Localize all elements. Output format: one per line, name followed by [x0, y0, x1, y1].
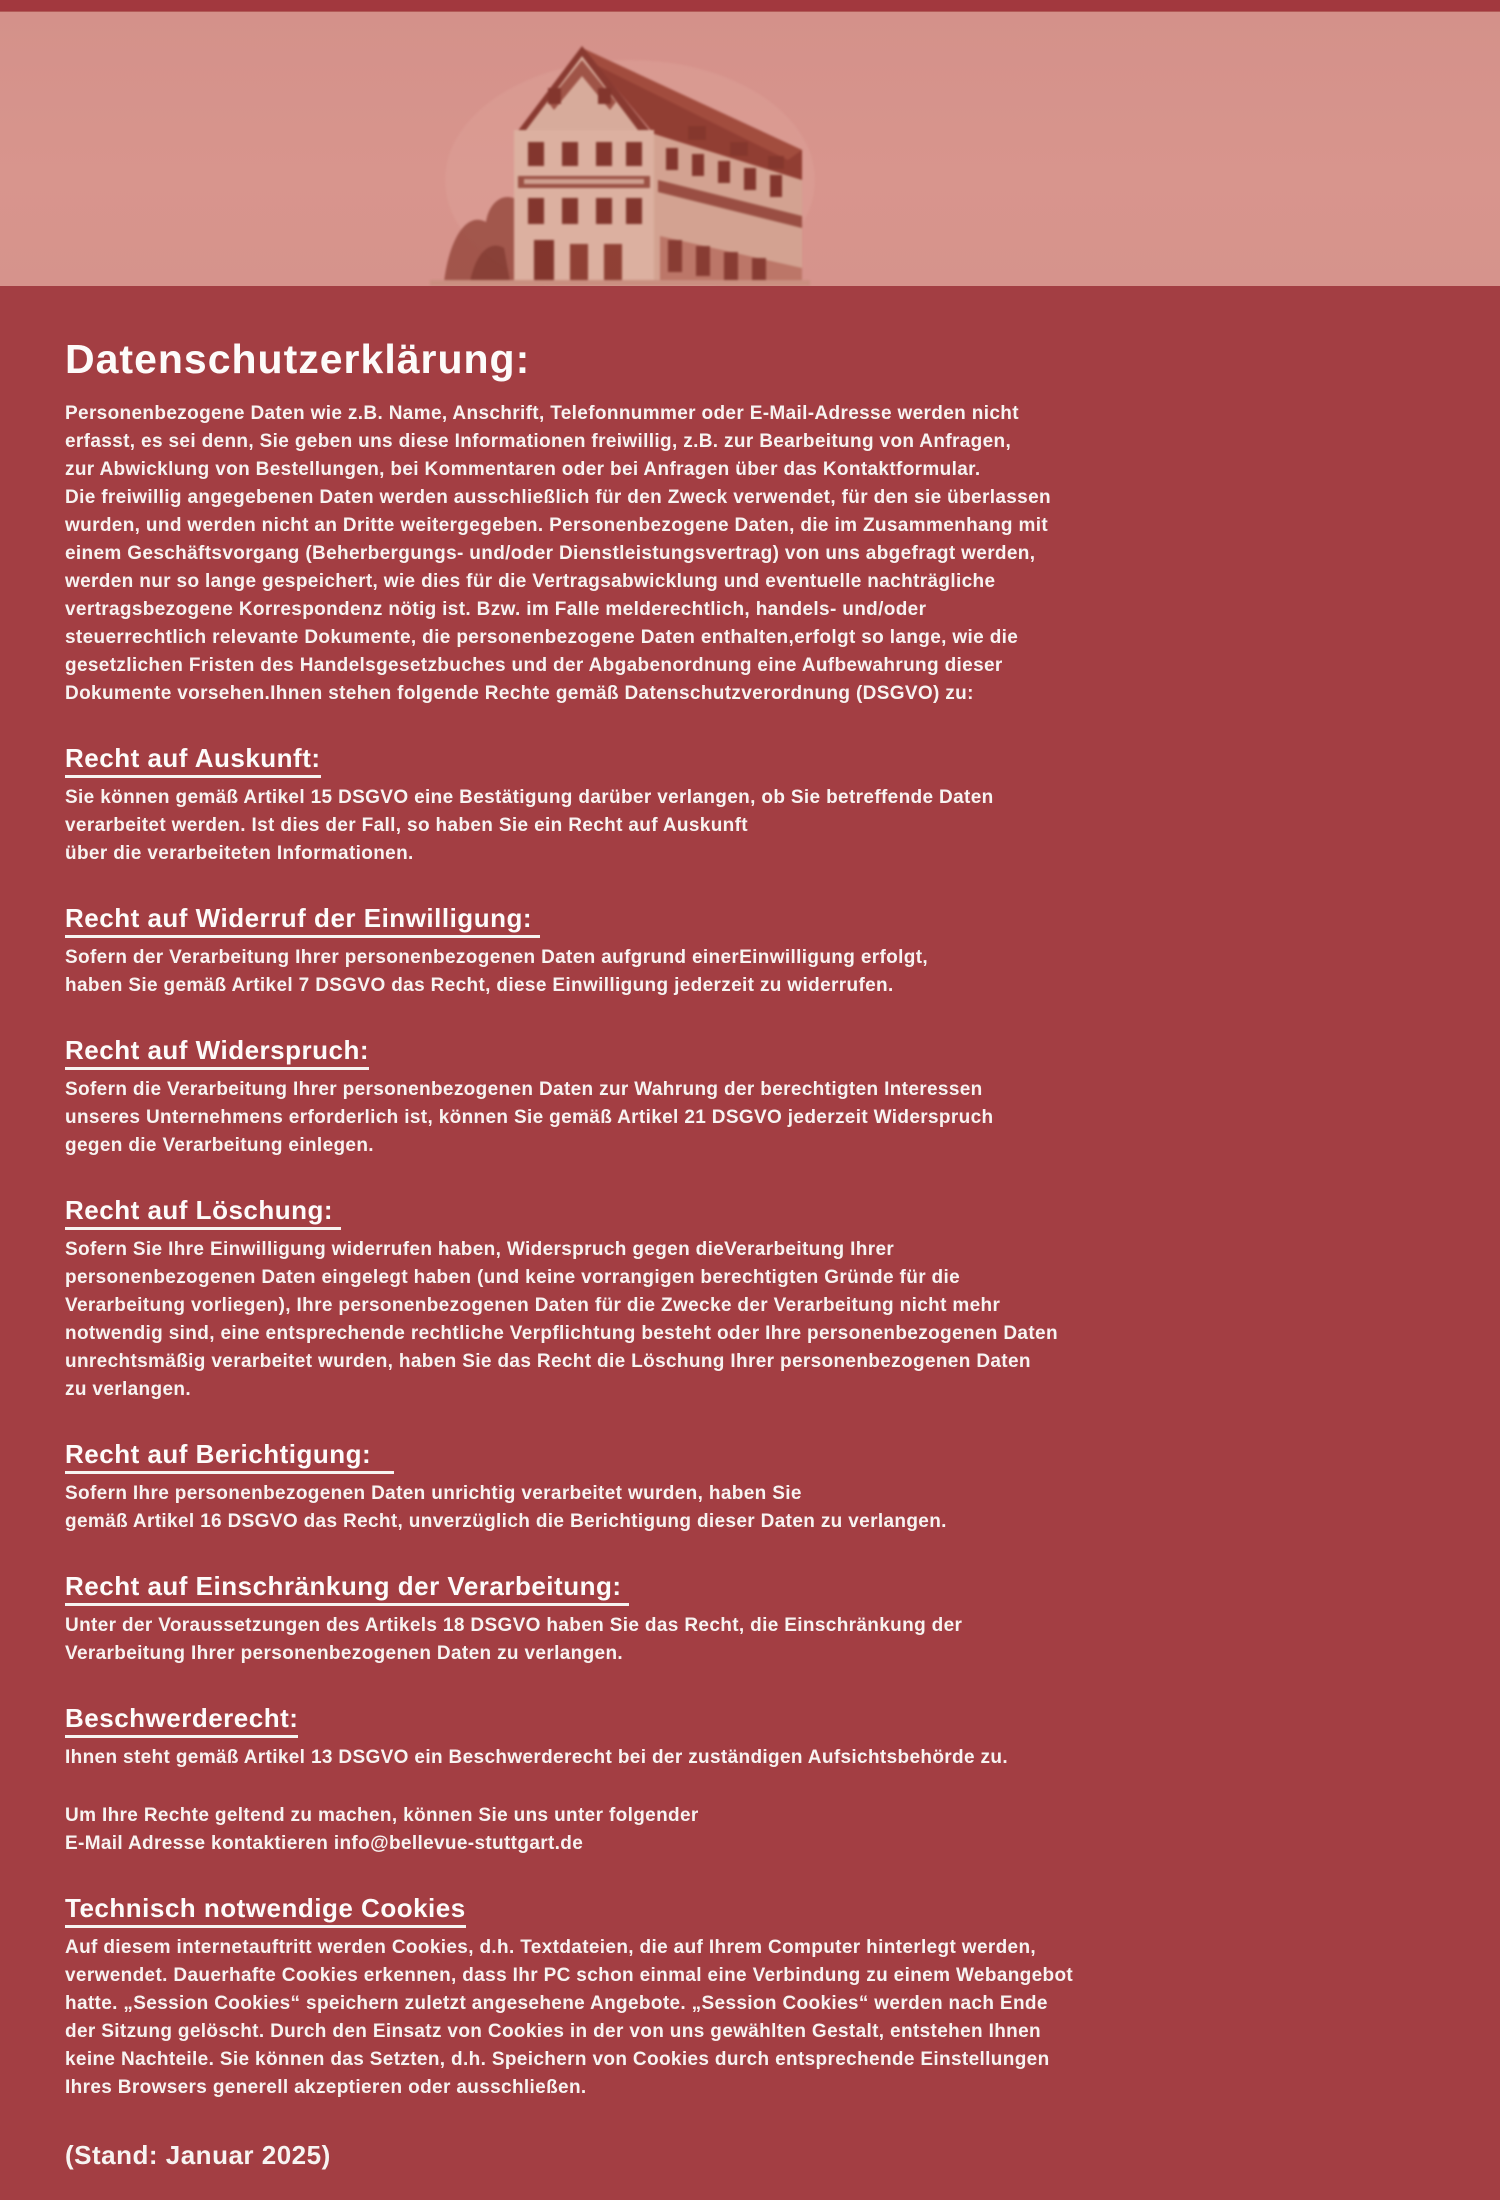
- section-heading-text: Recht auf Löschung:: [65, 1196, 341, 1230]
- section-recht-auf-loeschung: [65, 1196, 1430, 1404]
- section-body: Ihnen steht gemäß Artikel 13 DSGVO ein Beschwerderecht bei der zuständigen Aufsichtsbehörde zu.: [65, 1747, 1008, 1768]
- section-heading-text: Recht auf Berichtigung:: [65, 1440, 394, 1474]
- section-recht-auf-widerruf: [65, 904, 1430, 1000]
- section-body: Unter der Voraussetzungen des Artikels 18 DSGVO haben Sie das Recht, die Einschränkung der Verarbeitung Ihrer personenbezogenen Daten zu verlangen.: [65, 1615, 963, 1664]
- section-body: Sofern der Verarbeitung Ihrer personenbezogenen Daten aufgrund einerEinwilligung erfolgt, haben Sie gemäß Artikel 7 DSGVO das Recht, diese Einwilligung jederzeit zu widerrufen.: [65, 947, 929, 996]
- top-accent-bar: [0, 0, 1500, 12]
- section-body: Sofern Ihre personenbezogenen Daten unrichtig verarbeitet wurden, haben Sie gemäß Artikel 16 DSGVO das Recht, unverzüglich die Berichtigung dieser Daten zu verlangen.: [65, 1483, 947, 1532]
- section-recht-auf-berichtigung: [65, 1440, 1430, 1536]
- building-illustration: [430, 30, 810, 286]
- page-title: Datenschutzerklärung:: [65, 336, 531, 382]
- section-heading-text: Recht auf Einschränkung der Verarbeitung:: [65, 1572, 629, 1606]
- section-heading-text: Recht auf Widerspruch:: [65, 1036, 369, 1070]
- section-technisch-notwendige-cookies: [65, 1894, 1430, 2102]
- privacy-policy-content: [0, 286, 1500, 2200]
- section-recht-auf-auskunft: [65, 744, 1430, 868]
- section-heading: [65, 1704, 1430, 1738]
- section-heading: [65, 744, 1430, 778]
- section-heading: [65, 1572, 1430, 1606]
- section-body: Auf diesem internetauftritt werden Cookies, d.h. Textdateien, die auf Ihrem Computer hinterlegt werden, verwendet. Dauerhafte Cookies erkennen, dass Ihr PC schon einmal eine Verbindung zu einem Webangebot hatte. „Session Cookies“ speichern zuletzt angesehene Angebote. „Session Cookies“ werden nach Ende der Sitzung gelöscht. Durch den Einsatz von Cookies in der von uns gewählten Gestalt, entstehen Ihnen keine Nachteile. Sie können das Setzten, d.h. Speichern von Cookies durch entsprechende Einstellungen Ihres Browsers generell akzeptieren oder ausschließen.: [65, 1937, 1074, 2098]
- section-recht-auf-widerspruch: [65, 1036, 1430, 1160]
- section-beschwerderecht: [65, 1704, 1430, 1772]
- section-heading: [65, 1196, 1430, 1230]
- intro-paragraph: Personenbezogene Daten wie z.B. Name, Anschrift, Telefonnummer oder E-Mail-Adresse werden nicht erfasst, es sei denn, Sie geben uns diese Informationen freiwillig, z.B. zur Bearbeitung von Anfragen, zur Abwicklung von Bestellungen, bei Kommentaren oder bei Anfragen über das Kontaktformular. Die freiwillig angegebenen Daten werden ausschließlich für den Zweck verwendet, für den sie überlassen wurden, und werden nicht an Dritte weitergegeben. Personenbezogene Daten, die im Zusammenhang mit einem Geschäftsvorgang (Beherbergungs- und/oder Dienstleistungsvertrag) von uns abgefragt werden, werden nur so lange gespeichert, wie dies für die Vertragsabwicklung und eventuelle nachträgliche vertragsbezogene Korrespondenz nötig ist. Bzw. im Falle melderechtlich, handels- und/oder steuerrechtlich relevante Dokumente, die personenbezogene Daten enthalten,erfolgt so lange, wie die gesetzlichen Fristen des Handelsgesetzbuches und der Abgabenordnung eine Aufbewahrung dieser Dokumente vorsehen.Ihnen stehen folgende Rechte gemäß Datenschutzverordnung (DSGVO) zu:: [65, 403, 1051, 704]
- contact-paragraph: Um Ihre Rechte geltend zu machen, können Sie uns unter folgender E-Mail Adresse kontaktieren info@bellevue-stuttgart.de: [65, 1805, 699, 1854]
- page-header: [0, 12, 1500, 286]
- section-heading-text: Beschwerderecht:: [65, 1704, 298, 1738]
- section-body: Sofern die Verarbeitung Ihrer personenbezogenen Daten zur Wahrung der berechtigten Interessen unseres Unternehmens erforderlich ist, können Sie gemäß Artikel 21 DSGVO jederzeit Widerspruch gegen die Verarbeitung einlegen.: [65, 1079, 994, 1156]
- section-body: Sofern Sie Ihre Einwilligung widerrufen haben, Widerspruch gegen dieVerarbeitung Ihrer personenbezogenen Daten eingelegt haben (und keine vorrangigen berechtigten Gründe für die Verarbeitung vorliegen), Ihre personenbezogenen Daten für die Zwecke der Verarbeitung nicht mehr notwendig sind, eine entsprechende rechtliche Verpflichtung besteht oder Ihre personenbezogenen Daten unrechtsmäßig verarbeitet wurden, haben Sie das Recht die Löschung Ihrer personenbezogenen Daten zu verlangen.: [65, 1239, 1058, 1400]
- historic-building-image: [430, 30, 810, 286]
- footer-stand-date: (Stand: Januar 2025): [65, 2140, 331, 2170]
- section-heading-text: Technisch notwendige Cookies: [65, 1894, 466, 1928]
- section-heading: [65, 904, 1430, 938]
- section-heading: [65, 1894, 1430, 1928]
- section-heading: [65, 1036, 1430, 1070]
- section-heading: [65, 1440, 1430, 1474]
- section-heading-text: Recht auf Widerruf der Einwilligung:: [65, 904, 540, 938]
- section-body: Sie können gemäß Artikel 15 DSGVO eine Bestätigung darüber verlangen, ob Sie betreffende Daten verarbeitet werden. Ist dies der Fall, so haben Sie ein Recht auf Auskunft über die verarbeiteten Informationen.: [65, 787, 994, 864]
- section-recht-auf-einschraenkung: [65, 1572, 1430, 1668]
- section-heading-text: Recht auf Auskunft:: [65, 744, 321, 778]
